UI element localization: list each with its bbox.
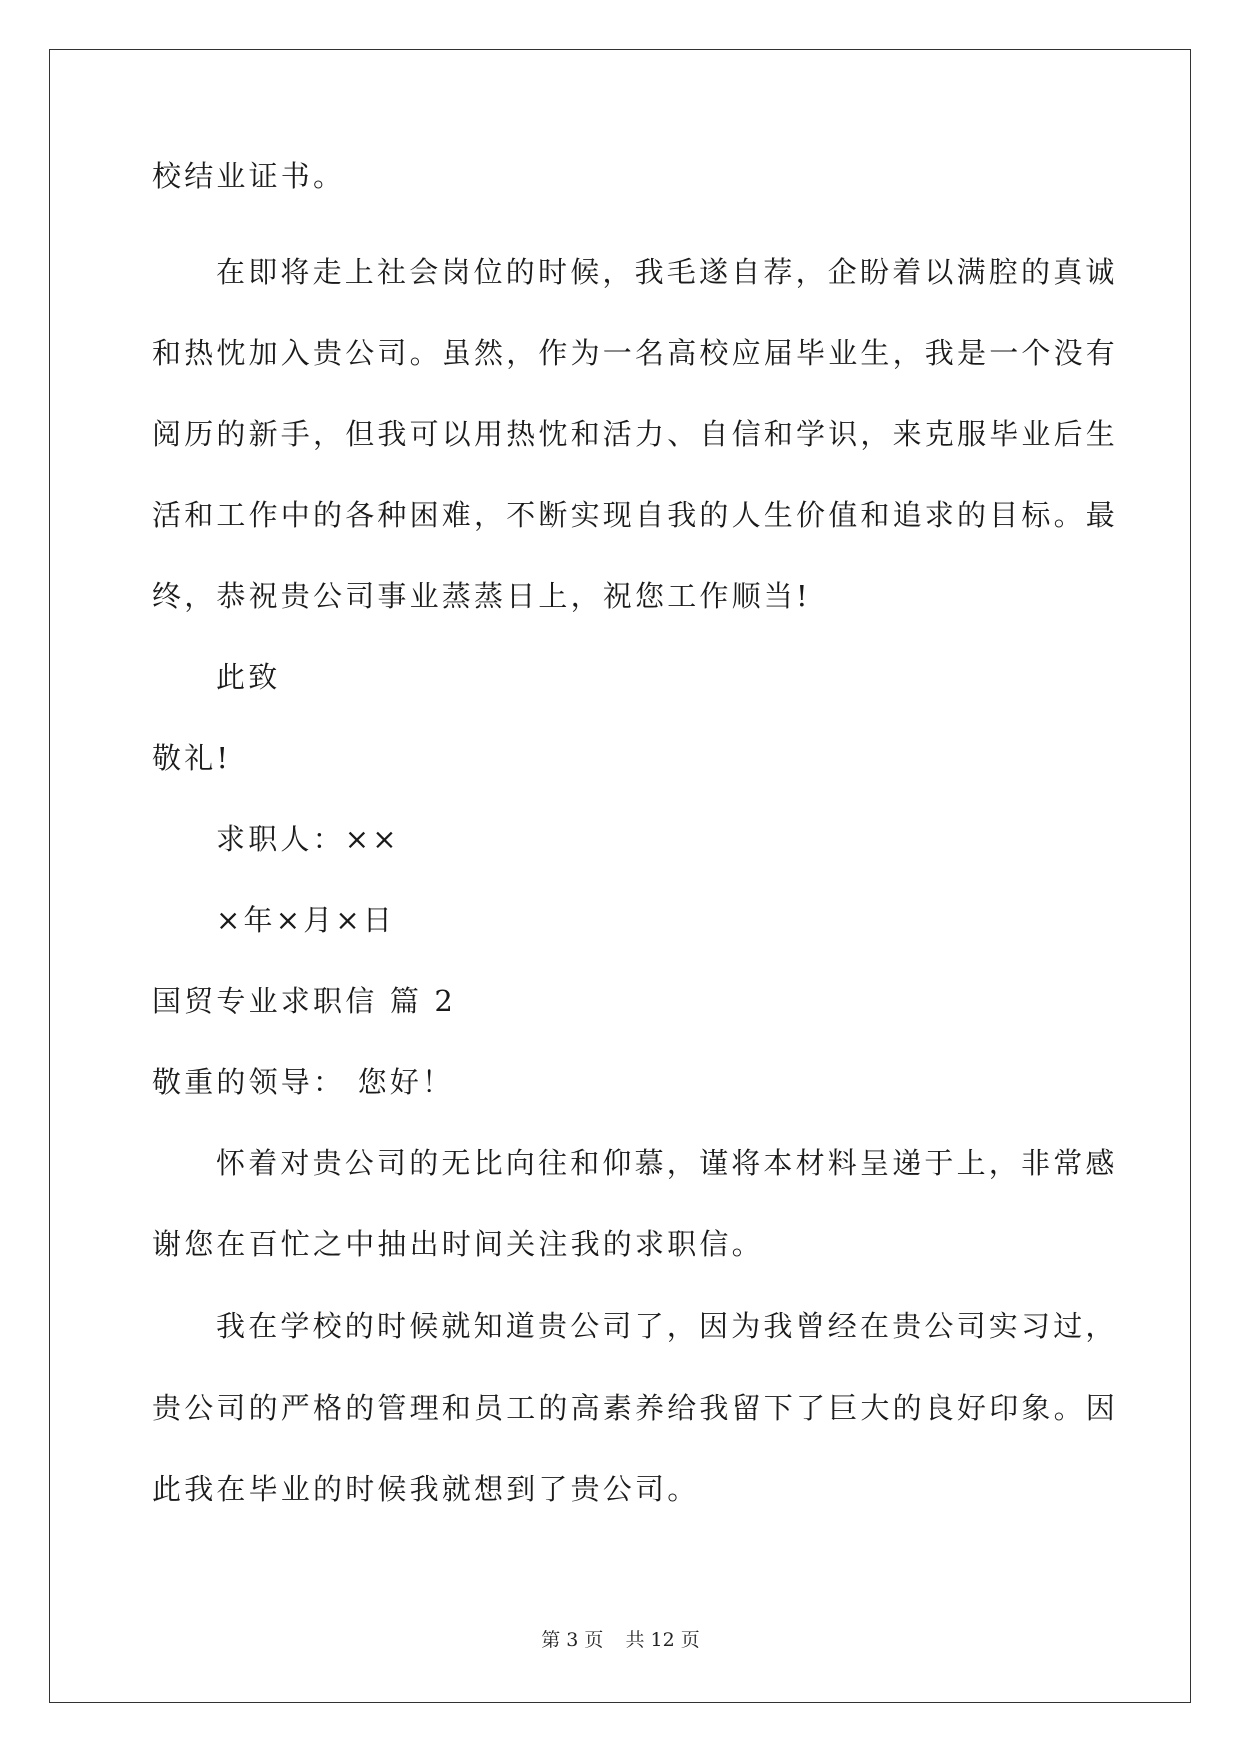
applicant-signature: 求职人：×× bbox=[216, 822, 400, 856]
body-line-15: 我在学校的时候就知道贵公司了，因为我曾经在贵公司实习过， bbox=[216, 1309, 1118, 1343]
body-line-17: 此我在毕业的时候我就想到了贵公司。 bbox=[152, 1472, 700, 1506]
page-border bbox=[49, 49, 1191, 1703]
body-line-6: 终，恭祝贵公司事业蒸蒸日上，祝您工作顺当! bbox=[152, 579, 811, 613]
closing-salutation: 此致 bbox=[216, 660, 281, 694]
greeting: 敬重的领导： 您好！ bbox=[152, 1065, 455, 1099]
body-line-3: 和热忱加入贵公司。虽然，作为一名高校应届毕业生，我是一个没有 bbox=[152, 336, 1119, 370]
body-line-5: 活和工作中的各种困难，不断实现自我的人生价值和追求的目标。最 bbox=[152, 498, 1119, 532]
body-line-2: 在即将走上社会岗位的时候，我毛遂自荐，企盼着以满腔的真诚 bbox=[216, 255, 1118, 289]
page-total: 共 12 页 bbox=[625, 1629, 700, 1651]
body-line-1: 校结业证书。 bbox=[152, 159, 346, 193]
body-line-16: 贵公司的严格的管理和员工的高素养给我留下了巨大的良好印象。因 bbox=[152, 1391, 1119, 1425]
closing-regards: 敬礼! bbox=[152, 741, 232, 775]
page-footer bbox=[0, 1628, 1241, 1652]
signature-date: ×年×月×日 bbox=[216, 903, 396, 937]
section-title: 国贸专业求职信 篇 2 bbox=[152, 984, 457, 1018]
body-line-14: 谢您在百忙之中抽出时间关注我的求职信。 bbox=[152, 1227, 764, 1261]
page-number: 第 3 页 bbox=[541, 1629, 604, 1651]
body-line-13: 怀着对贵公司的无比向往和仰慕，谨将本材料呈递于上，非常感 bbox=[216, 1146, 1118, 1180]
body-line-4: 阅历的新手，但我可以用热忱和活力、自信和学识，来克服毕业后生 bbox=[152, 417, 1119, 451]
